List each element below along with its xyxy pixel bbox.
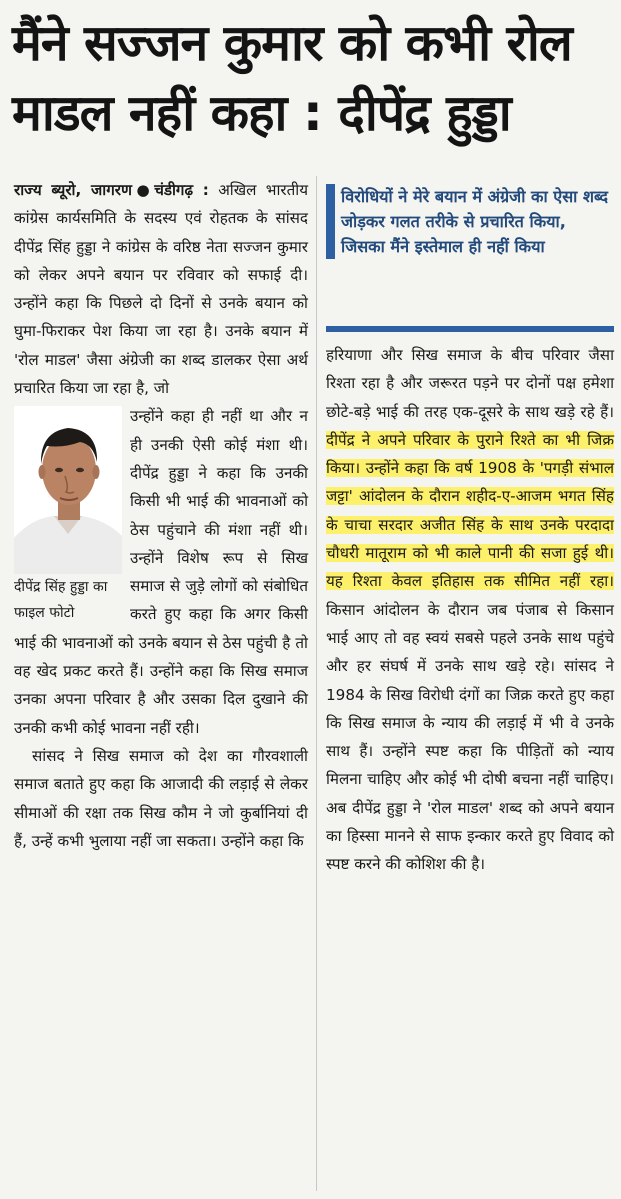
portrait-illustration	[14, 406, 122, 574]
byline: राज्य ब्यूरो, जागरण●चंडीगढ़ :	[14, 181, 209, 199]
photo-block	[14, 406, 122, 626]
headline-line-2: माडल नहीं कहा : दीपेंद्र हुड्डा	[12, 84, 511, 142]
headline	[12, 8, 612, 148]
article-right-column	[326, 341, 614, 879]
portrait-photo	[14, 406, 122, 574]
highlighted-passage: दीपेंद्र ने अपने परिवार के पुराने रिश्ते का भी जिक्र किया। उन्होंने कहा कि वर्ष 1908 के 'पगड़ी संभाल जट्टा' आंदोलन के दौरान शहीद-ए-आजम भगत सिंह के चाचा सरदार अजीत सिंह के साथ उनके परदादा चौधरी मातूराम को भी काले पानी की सजा हुई थी। यह रिश्ता केवल इतिहास तक सीमित नहीं रहा।	[326, 430, 614, 591]
paragraph-1-continued: उन्होंने कहा ही नहीं था और न ही उनकी ऐसी कोई मंशा थी। दीपेंद्र हुड्डा ने कहा कि उनकी किसी भी भाई की भावनाओं को ठेस पहुंचाने की मंशा नहीं थी। उन्होंने विशेष रूप से सिख समाज से जुड़े लोगों को संबोधित करते हुए कहा कि अगर किसी भाई की भावनाओं को उनके बयान से ठेस पहुंची है तो वह खेद प्रकट करते हैं। उन्होंने कहा कि सिख समाज उनका अपना परिवार है और उसका दिल दुखाने की उनकी कभी कोई भावना नहीं रही।	[14, 407, 308, 737]
photo-caption: दीपेंद्र सिंह हुड्डा का फाइल फोटो	[14, 579, 108, 622]
article-left-column	[14, 176, 308, 855]
headline-line-1: मैंने सज्जन कुमार को कभी रोल	[12, 14, 572, 72]
column-divider	[316, 176, 317, 1191]
article-paragraph-3	[326, 341, 614, 879]
article-paragraph-2: सांसद ने सिख समाज को देश का गौरवशाली समाज बताते हुए कहा कि आजादी की लड़ाई से लेकर सीमाओं की रक्षा तक सिख कौम ने जो कुर्बानियां दी हैं, उन्हें कभी भुलाया नहीं जा सकता। उन्होंने कहा कि	[14, 746, 308, 850]
right-text-before: हरियाणा और सिख समाज के बीच परिवार जैसा रिश्ता रहा है और जरूरत पड़ने पर दोनों पक्ष हमेशा छोटे-बड़े भाई की तरह एक-दूसरे के साथ खड़े रहे हैं।	[326, 346, 614, 421]
right-text-after: किसान आंदोलन के दौरान जब पंजाब से किसान भाई आए तो वह स्वयं सबसे पहले उनके साथ पहुंचे और हर संघर्ष में उनके साथ खड़े रहे। सांसद ने 1984 के सिख विरोधी दंगों का जिक्र करते हुए कहा कि सिख समाज के न्याय की लड़ाई में भी वे उनके साथ हैं। उन्होंने स्पष्ट कहा कि पीड़ितों को न्याय मिलना चाहिए और कोई भी दोषी बचना नहीं चाहिए। अब दीपेंद्र हुड्डा ने 'रोल माडल' शब्द को अपने बयान का हिस्सा मानने से साफ इन्कार करते हुए विवाद को स्पष्ट करने की कोशिश की है।	[326, 600, 614, 874]
pull-quote-text: विरोधियों ने मेरे बयान में अंग्रेजी का ऐसा शब्द जोड़कर गलत तरीके से प्रचारित किया, जिसका मैंने इस्तेमाल ही नहीं किया	[341, 187, 608, 256]
pull-quote	[326, 184, 612, 259]
paragraph-1-lead: अखिल भारतीय कांग्रेस कार्यसमिति के सदस्य एवं रोहतक के सांसद दीपेंद्र सिंह हुड्डा ने कांग्रेस के वरिष्ठ नेता सज्जन कुमार को लेकर अपने बयान पर रविवार को सफाई दी। उन्होंने कहा कि पिछले दो दिनों से उनके बयान को घुमा-फिराकर पेश किया जा रहा है। उनके बयान में 'रोल माडल' जैसा अंग्रेजी का शब्द डालकर ऐसा अर्थ प्रचारित किया जा रहा है, जो	[14, 181, 308, 398]
article-paragraph-1	[14, 176, 308, 402]
pull-quote-rule	[326, 326, 614, 332]
